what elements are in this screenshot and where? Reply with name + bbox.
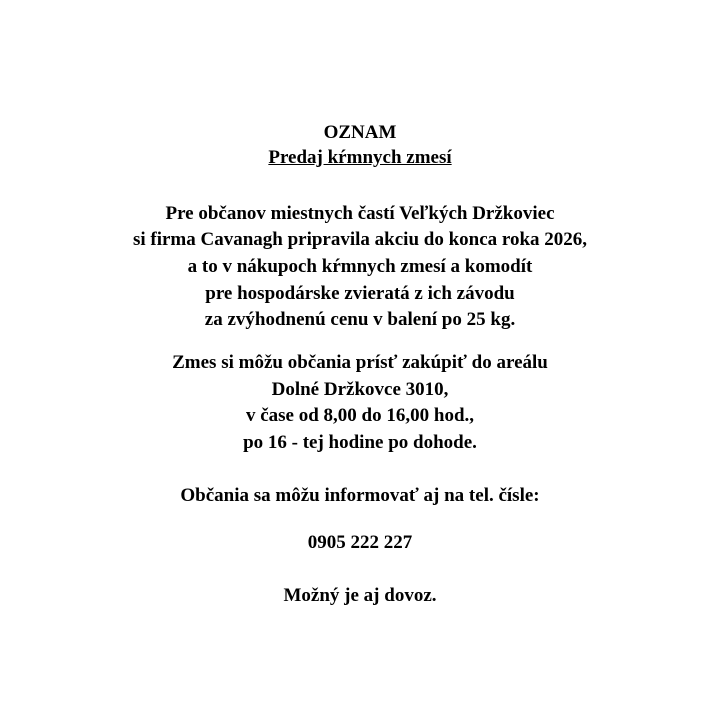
paragraph1-line: za zvýhodnenú cenu v balení po 25 kg. bbox=[204, 309, 516, 330]
contact-label: Občania sa môžu informovať aj na tel. čísle: bbox=[180, 485, 540, 506]
paragraph2-line: v čase od 8,00 do 16,00 hod., bbox=[245, 405, 475, 426]
paragraph1-line: a to v nákupoch kŕmnych zmesí a komodít bbox=[187, 256, 533, 277]
paragraph2-line: Zmes si môžu občania prísť zakúpiť do areálu bbox=[172, 352, 548, 373]
paragraph1-line: Pre občanov miestnych častí Veľkých Držkoviec bbox=[165, 203, 555, 224]
delivery-note: Možný je aj dovoz. bbox=[283, 585, 437, 606]
notice-title: OZNAM bbox=[323, 122, 397, 143]
notice-subtitle: Predaj kŕmnych zmesí bbox=[268, 147, 452, 168]
paragraph1-line: pre hospodárske zvieratá z ich závodu bbox=[205, 283, 515, 304]
paragraph2-line: po 16 - tej hodine po dohode. bbox=[243, 432, 477, 453]
phone-number: 0905 222 227 bbox=[307, 532, 413, 553]
paragraph1-line: si firma Cavanagh pripravila akciu do konca roka 2026, bbox=[132, 229, 588, 250]
paragraph2-line: Dolné Držkovce 3010, bbox=[271, 379, 449, 400]
